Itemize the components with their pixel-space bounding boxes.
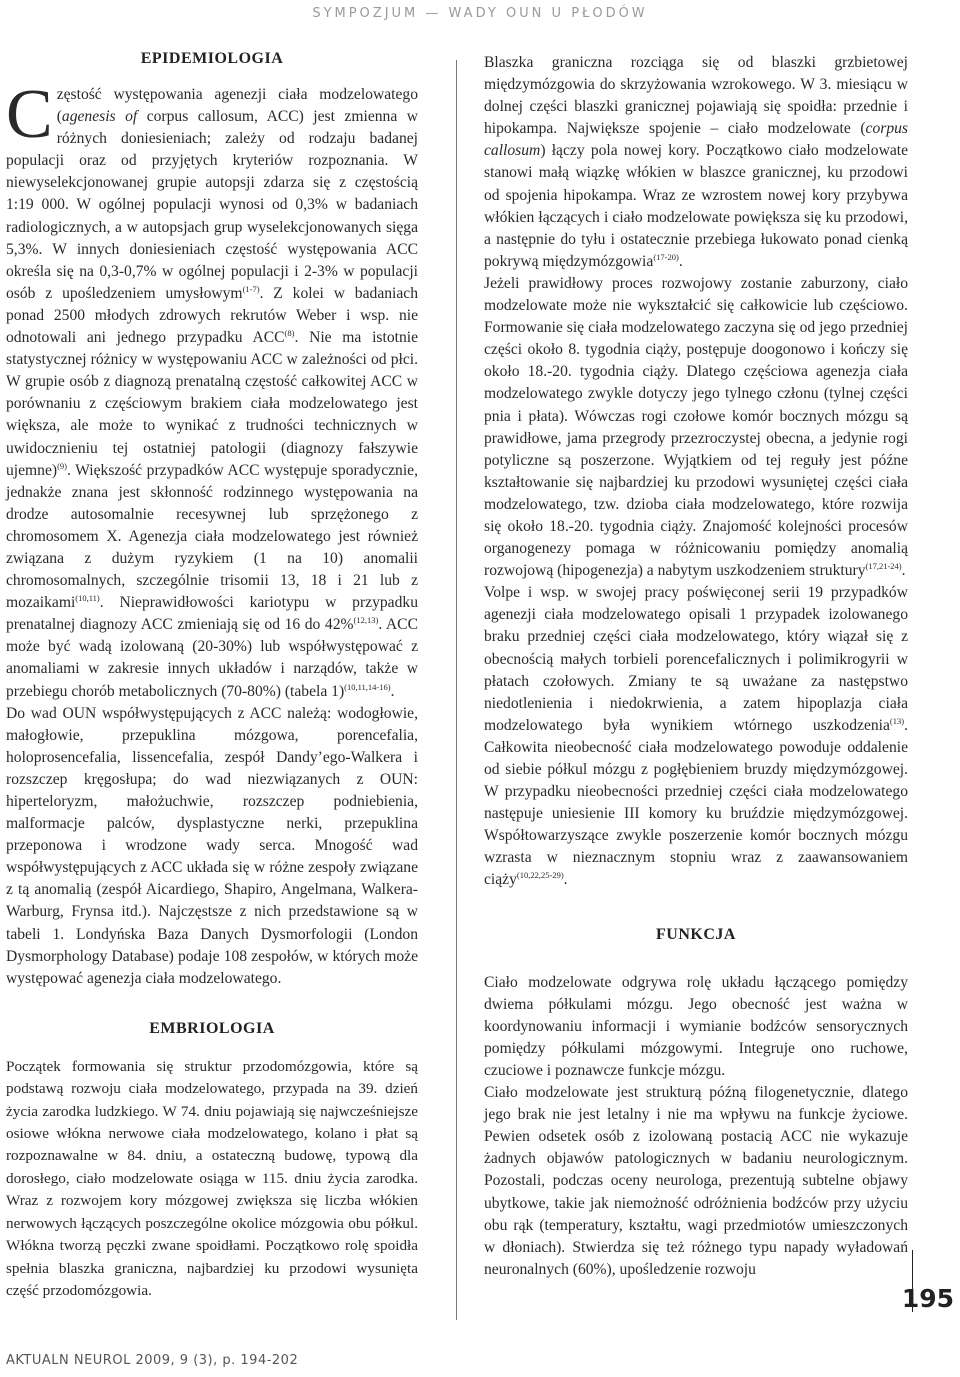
section-title-epidemiologia: EPIDEMIOLOGIA	[140, 50, 284, 67]
running-header: SYMPOZJUM — WADY OUN U PŁODÓW	[312, 6, 648, 21]
funkcja-paragraph-2: Ciało modzelowate jest strukturą późną filogenetycznie, dlatego jego brak nie jest letalny i nie ma wpływu na funkcje życiowe. Pewien odsetek osób z izolowaną postacią ACC nie wykazuje żadnych objawów patologicznych w badaniu neurologicznym. Pozostali, podczas oceny neurologa, prezentują subtelne objawy ubytkowe, takie jak niemożność odróżnienia bodźców przy użyciu obu rąk (temperatury, kształtu, wagi przedmiotów umieszczonych w dłoniach). Stwierdza się też różnego typu napady wyładowań neuronalnych (60%), upośledzenie rozwoju	[484, 1084, 908, 1278]
epidemiologia-paragraph-1	[6, 76, 419, 703]
drop-cap: C	[6, 76, 53, 153]
embriologia-paragraph-1: Początek formowania się struktur przodomózgowia, które są podstawą rozwoju ciała modzelowatego, przypada na 39. dzień życia zarodka ludzkiego. W 74. dniu pojawiają się najwcześniejsze osiowe włókna nerwowe ciała modzelowatego, kolano i płat są rozpoznawalne w 84. dniu, a ostateczną budowę, typową dla dorosłego, ciało modzelowate osiąga w 115. dniu życia zarodka. Wraz z rozwojem kory mózgowej zwiększa się liczba włókien nerwowych łączących poszczególne okolice mózgowia obu półkul. Włókna tworzą pęczki zwane spoidłami. Początkowo rolę spoidła spełnia blaszka graniczna, najbardziej ku przodowi wysunięta część przodomózgowia.	[6, 1057, 418, 1299]
section-title-funkcja: FUNKCJA	[656, 925, 736, 943]
embriologia-paragraph-2: Blaszka graniczna rozciąga się od blaszki grzbietowej międzymózgowia do skrzyżowania wzrokowego. W 3. miesiącu w dolnej części blaszki granicznej pojawiają się spoidła: przednie i hipokampa. Największe spojenie – ciało modzelowate (corpus callosum) łączy pola nowej kory. Początkowo ciało modzelowate stanowi małą wiązkę włókien w blaszce granicznej, ku przodowi od spojenia hipokampa. Wraz ze wzrostem nowej kory przybywa włókien łączących i ciało modzelowate powiększa się ku przodowi, a następnie do tyłu i ostatecznie przebiega łukowato ponad cienką pokrywą międzymózgowia$^{(17-20)}$.	[484, 54, 908, 270]
embriologia-paragraph-4: Volpe i wsp. w swojej pracy poświęconej serii 19 przypadków agenezji ciała modzelowatego opisali 1 przypadek izolowanego braku przedniej części ciała modzelowatego, który wiązał się z obecnością małych torbieli porencefalicznych i polimikrogyrii w płatach czołowych. Zmiany te są uważane za następstwo niedotlenienia i niedokrwienia, a zatem hipoplazja ciała modzelowatego była wynikiem wtórnego uszkodzenia$^{(13)}$. Całkowita nieobecność ciała modzelowatego powoduje oddalenie od siebie półkul mózgu z pogłębieniem bruzdy międzymózgowej. W przypadku nieobecności przedniej części ciała modzelowatego następuje uniesienie III komory ku bruździe międzymózgowej. Współtowarzyszące zwykle poszerzenie komór bocznych mózgu wzrasta w nieznacznym stopniu wraz z zaawansowaniem ciąży$^{(10,22,25-29)}$.	[484, 584, 908, 889]
footer-citation: AKTUALN NEUROL 2009, 9 (3), p. 194-202	[6, 1353, 299, 1368]
embriologia-paragraph-3: Jeżeli prawidłowy proces rozwojowy zostanie zaburzony, ciało modzelowate może nie wykształcić się całkowicie lub częściowo. Formowanie się ciała modzelowatego zaczyna się od jego przedniej części około 8. tygodnia ciąży, postępuje doogonowo i kończy się około 18.-20. tygodnia ciąży. Dlatego częściowa agenezja ciała modzelowatego zwykle dotyczy jego tylnego członu (tylnej części pnia i płata). Wówczas rogi czołowe komór bocznych mózgu są prawidłowe, jama przegrody przezroczystej obecna, a jedynie rogi potyliczne są poszerzone. Wyjątkiem od tej reguły jest późne kształtowanie się najbardziej ku przodowi wysuniętej części ciała modzelowatego, tzw. dzioba ciała modzelowatego, które rozwija się około 18.-20. tygodnia ciąży. Znajomość kolejności procesów organogenezy pomaga w różnicowaniu pomiędzy anomalią rozwojową (hipogenezja) a nabytym uszkodzeniem struktury$^{(17,21-24)}$.	[484, 274, 908, 580]
funkcja-paragraph-1: Ciało modzelowate odgrywa rolę układu łączącego pomiędzy dwiema półkulami mózgu. Jego obecność jest ważna w koordynowaniu informacji i wymianie bodźców sensorycznych pomiędzy półkulami mózgowymi. Integruje ono ruchowe, czuciowe i poznawcze funkcje mózgu.	[484, 973, 908, 1079]
page-number: 195	[901, 1284, 954, 1313]
embriologia-block	[6, 1056, 418, 1302]
section-title-embriologia: EMBRIOLOGIA	[149, 1019, 275, 1037]
column-divider	[456, 60, 457, 1320]
epidemiologia-paragraph-1-text: zęstość występowania agenezji ciała modzelowatego (agenesis of corpus callosum, ACC) jest zmienna w różnych doniesieniach; zależy od rodzaju badanej populacji oraz od przyjętych kryteriów rozpoznania. W niewyselekcjonowanej grupie autopsji zdarza się z częstością 1:19 000. W ogólnej populacji wynosi od 0,3% w badaniach radiologicznych, a w autopsjach grup wyselekcjonowanych sięga 5,3%. W innych doniesieniach częstość występowania ACC określa się na 0,3-0,7% w ogólnej populacji i 2-3% w populacji osób z upośledzeniem umysłowym$^{(1-7)}$. Z kolei w badaniach ponad 2500 młodych zdrowych rekrutów Weber i wsp. nie odnotowali ani jednego przypadku ACC$^{(8)}$. Nie ma istotnie statystycznej różnicy w występowaniu ACC w zależności od płci. W grupie osób z diagnozą prenatalną częstość całkowitej ACC w porównaniu z częściowym brakiem ciała modzelowatego jest większa, ale może to wynikać z trudności technicznych w uwidocznieniu tej ostatniej patologii (diagnozy fałszywie ujemne)$^{(9)}$. Większość przypadków ACC występuje sporadycznie, jednakże znana jest skłonność rodzinnego występowania na drodze autosomalnie recesywnej lub sprzężonego z chromosomem X. Agenezja ciała modzelowatego jest również związana z dużym ryzykiem (1 na 10) anomalii chromosomalnych, szczególnie trisomii 13, 18 i 21 lub z mozaikami$^{(10,11)}$. Nieprawidłowości kariotypu w przypadku prenatalnej diagnozy ACC zmieniają się od 16 do 42%$^{(12,13)}$. ACC może być wadą izolowaną (20-30%) lub współwystępować z anomaliami w zakresie innych układów i narządów, także w przebiegu chorób metabolicznych (70-80%) (tabela 1)$^{(10,11,14-16)}$.	[6, 86, 419, 700]
epidemiologia-paragraph-2: Do wad OUN współwystępujących z ACC należą: wodogłowie, małogłowie, przepuklina mózgowa, porencefalia, holoprosencefalia, lissencefalia, zespół Dandy’ego-Walkera i rozszczep kręgosłupa; do wad niezwiązanych z OUN: hiperteloryzm, małożuchwie, rozszczep podniebienia, malformacje palców, dysplastyczne nerki, przepuklina przeponowa i wrodzone wady serca. Mnogość wad współwystępujących z ACC układa się w różne zespoły związane z tą anomalią (zespół Aicardiego, Shapiro, Angelmana, Walkera-Warburg, Frynsa itd.). Najczęstsze z nich przedstawione są w tabeli 1. Londyńska Baza Danych Dysmorfologii (London Dysmorphology Database) podaje 108 zespołów, w których może występować agenezja ciała modzelowatego.	[6, 704, 418, 987]
right-column	[484, 52, 908, 1281]
left-column	[6, 44, 418, 1302]
